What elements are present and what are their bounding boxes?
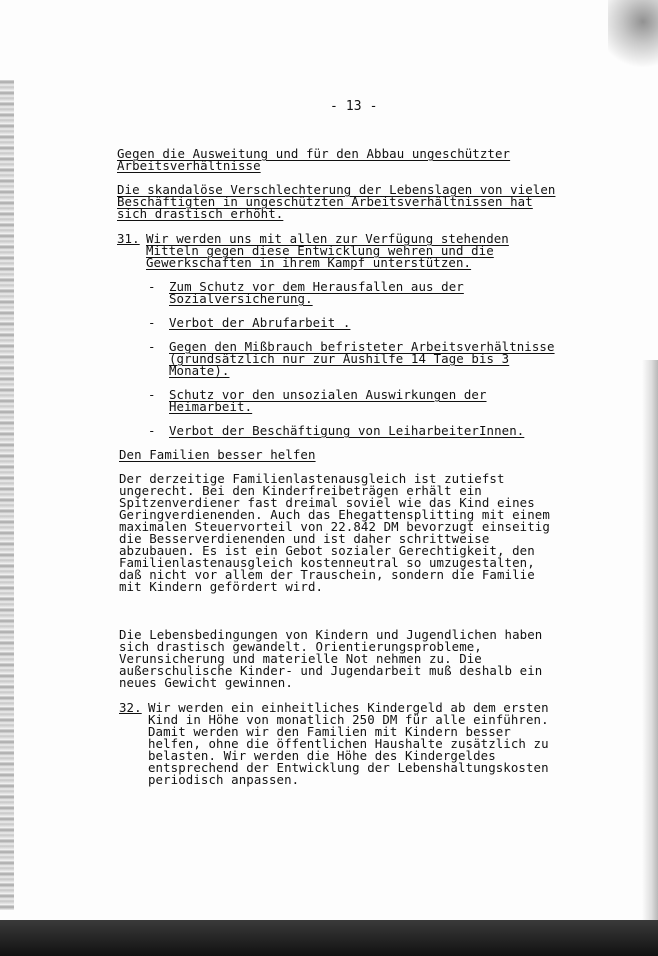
page-number: - 13 - [330, 99, 378, 114]
bullet-3-line3: Monate). [169, 363, 230, 378]
section1-heading-line2: Arbeitsverhältnisse [117, 158, 261, 173]
bullet-5-line1: Verbot der Beschäftigung von LeiharbeiterInnen. [169, 423, 525, 438]
item-32-line: periodisch anpassen. [148, 772, 300, 787]
para2-line: sich drastisch gewandelt. Orientierungsprobleme, [119, 639, 482, 654]
para1-line: die Besserverdienenden und ist daher schrittweise [119, 531, 490, 546]
bullet-dash: - [148, 387, 156, 402]
para1-line: abzubauen. Es ist ein Gebot sozialer Gerechtigkeit, den [119, 543, 535, 558]
bullet-dash: - [148, 315, 156, 330]
bullet-dash: - [148, 279, 156, 294]
section2-heading: Den Familien besser helfen [119, 447, 316, 462]
item-32-line: entsprechend der Entwicklung der Lebenshaltungskosten [148, 760, 549, 775]
item-31-line2: Mitteln gegen diese Entwicklung wehren und die [146, 243, 494, 258]
section1-intro-line3: sich drastisch erhöht. [117, 206, 284, 221]
para1-line: ungerecht. Bei den Kinderfreibeträgen erhält ein [119, 483, 482, 498]
scan-edge-right [642, 360, 658, 920]
bullet-1-line1: Zum Schutz vor dem Herausfallen aus der [169, 279, 464, 294]
item-31-line1: Wir werden uns mit allen zur Verfügung stehenden [146, 231, 509, 246]
para1-line: maximalen Steuervorteil von 22.842 DM bevorzugt einseitig [119, 519, 550, 534]
bullet-3-line2: (grundsätzlich nur zur Aushilfe 14 Tage bis 3 [169, 351, 510, 366]
scan-smudge-top-right [608, 0, 658, 72]
para1-line: Geringverdienenden. Auch das Ehegattensplitting mit einem [119, 507, 550, 522]
para1-line: Spitzenverdiener fast dreimal soviel wie das Kind eines [119, 495, 535, 510]
section1-intro-line2: Beschäftigten in ungeschützten Arbeitsverhältnissen hat [117, 194, 533, 209]
item-32-line: helfen, ohne die öffentlichen Haushalte zusätzlich zu [148, 736, 549, 751]
section1-heading-line1: Gegen die Ausweitung und für den Abbau ungeschützter [117, 146, 511, 161]
scan-edge-bottom [0, 920, 658, 956]
bullet-4-line2: Heimarbeit. [169, 399, 253, 414]
item-32-number: 32. [119, 700, 142, 715]
para1-line: mit Kindern gefördert wird. [119, 579, 324, 594]
item-32-line: Damit werden wir den Familien mit Kindern besser [148, 724, 511, 739]
section1-intro-line1: Die skandalöse Verschlechterung der Lebenslagen von vielen [117, 182, 556, 197]
item-32-line: belasten. Wir werden die Höhe des Kindergeldes [148, 748, 496, 763]
para2-line: Verunsicherung und materielle Not nehmen zu. Die [119, 651, 482, 666]
scan-edge-left [0, 80, 14, 910]
item-32-line: Wir werden ein einheitliches Kindergeld ab dem ersten [148, 700, 549, 715]
bullet-dash: - [148, 339, 156, 354]
para1-line: Familienlastenausgleich kostenneutral so umzugestalten, [119, 555, 535, 570]
para2-line: Die Lebensbedingungen von Kindern und Jugendlichen haben [119, 627, 543, 642]
bullet-dash: - [148, 423, 156, 438]
bullet-2-line1: Verbot der Abrufarbeit . [169, 315, 351, 330]
bullet-3-line1: Gegen den Mißbrauch befristeter Arbeitsverhältnisse [169, 339, 555, 354]
bullet-4-line1: Schutz vor den unsozialen Auswirkungen der [169, 387, 487, 402]
item-32-line: Kind in Höhe von monatlich 250 DM für alle einführen. [148, 712, 549, 727]
para1-line: Der derzeitige Familienlastenausgleich ist zutiefst [119, 471, 505, 486]
para2-line: neues Gewicht gewinnen. [119, 675, 293, 690]
para1-line: daß nicht vor allem der Trauschein, sondern die Familie [119, 567, 535, 582]
para2-line: außerschulische Kinder- und Jugendarbeit muß deshalb ein [119, 663, 543, 678]
item-31-number: 31. [117, 231, 140, 246]
item-31-line3: Gewerkschaften in ihrem Kampf unterstützen. [146, 255, 472, 270]
bullet-1-line2: Sozialversicherung. [169, 291, 313, 306]
